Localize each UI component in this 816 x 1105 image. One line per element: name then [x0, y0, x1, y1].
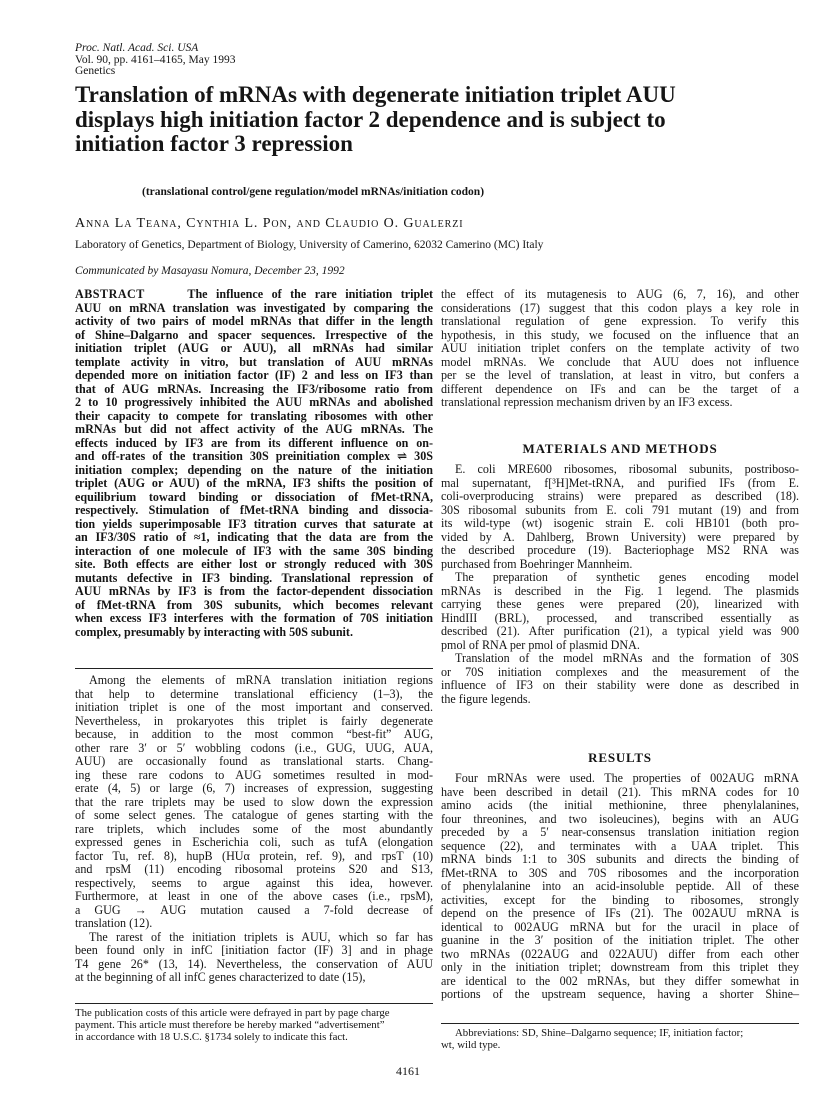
- abbreviations-divider: [441, 1023, 799, 1024]
- text-line: in accordance with 18 U.S.C. §1734 solely to indicate this fact.: [75, 1031, 348, 1043]
- text-line: portions of the upstream sequence, having a shorter Shine–: [441, 987, 799, 1001]
- text-line: Translation of the model mRNAs and the formation of 30S: [455, 651, 799, 665]
- text-line: 30S ribosomal subunits from E. coli 791 mutant (19) and from: [441, 502, 799, 517]
- text-line: initiation triplet (AUG or AUU), all mRNAs had similar: [75, 341, 433, 355]
- text-line: the effect of its mutagenesis to AUG (6, 7, 16), and other: [441, 287, 799, 301]
- title-line: initiation factor 3 repression: [75, 131, 353, 156]
- text-line: or 70S initiation complexes and the measurement of the: [441, 664, 799, 679]
- text-line: respectively, seems to argue against this idea, however.: [75, 875, 433, 890]
- text-line: its wild-type (wt) isogenic strain E. coli HB101 (both pro-: [441, 516, 799, 530]
- abstract: [75, 288, 433, 639]
- text-line: an IF3/30S ratio of ≈1, indicating that the data are from the: [75, 530, 433, 544]
- text-line: mutants defective in IF3 binding. Translational repression of: [75, 570, 433, 585]
- text-line: AUU mRNAs by IF3 is from the factor-dependent dissociation: [75, 584, 433, 598]
- text-line: amino acids (the initial methionine, three phenylalanines,: [441, 798, 799, 812]
- journal-name: Proc. Natl. Acad. Sci. USA: [75, 42, 199, 54]
- text-line: activities, except for the binding to ribosomes, strongly: [441, 892, 799, 907]
- text-line: coli-overproducing strains) were prepared as described (18).: [441, 489, 799, 503]
- text-line: translational repression mechanism driven by an IF3 excess.: [441, 395, 733, 409]
- text-line: Four mRNAs were used. The properties of 002AUG mRNA: [455, 771, 799, 785]
- text-line: mRNAs but did not affect activity of the AUG mRNAs. The: [75, 422, 433, 436]
- materials-methods-heading: MATERIALS AND METHODS: [522, 441, 718, 456]
- footnote-divider: [75, 1003, 433, 1004]
- text-line: initiation triplet is one of the most important and conserved.: [75, 700, 433, 714]
- text-line: AUU initiation triplet confers on the template activity of two: [441, 341, 799, 355]
- text-line: identical to 002AUG mRNA but for the uracil in place of: [441, 919, 799, 934]
- journal-header: [75, 43, 235, 78]
- text-line: Abbreviations: SD, Shine–Dalgarno sequence; IF, initiation factor;: [455, 1027, 744, 1039]
- text-line: hypothesis, in this study, we focused on the influence that an: [441, 327, 799, 342]
- title-line: Translation of mRNAs with degenerate initiation triplet AUU: [75, 82, 676, 107]
- results-heading: RESULTS: [588, 750, 652, 765]
- abstract-first-line: [75, 288, 433, 302]
- text-line: Among the elements of mRNA translation initiation regions: [89, 673, 433, 687]
- text-line: template activity in vitro, but translation of AUU mRNAs: [75, 354, 433, 369]
- abstract-body: [75, 302, 433, 640]
- text-line: model mRNAs. We conclude that AUU does not influence: [441, 354, 799, 369]
- text-line: expressed genes in Escherichia coli, such as tufA (elongation: [75, 835, 433, 849]
- text-line: two mRNAs (022AUG and 022AUU) differ from each other: [441, 946, 799, 961]
- text-line: preceded by a 5′ near-consensus translation initiation region: [441, 825, 799, 839]
- text-line: a GUG → AUG mutation caused a 7-fold decrease of: [75, 902, 433, 917]
- text-line: their capacity to compete for translating ribosomes with other: [75, 408, 433, 423]
- text-line: pmol of RNA per pmol of plasmid DNA.: [441, 637, 640, 652]
- text-line: rare triplets, which includes some of the most abundantly: [75, 821, 433, 836]
- abstract-divider: [75, 668, 433, 669]
- text-line: wt, wild type.: [441, 1039, 501, 1051]
- text-line: have been described in detail (21). This mRNA codes for 10: [441, 784, 799, 799]
- text-line: Nevertheless, in prokaryotes this triplet is fairly degenerate: [75, 713, 433, 728]
- text-line: effects induced by IF3 are from its different influence on on-: [75, 435, 433, 450]
- text-line: of some select genes. The catalogue of genes starting with the: [75, 808, 433, 822]
- text-line: are identical to the 002 mRNAs, but they differ somewhat in: [441, 973, 799, 988]
- text-line: The publication costs of this article were defrayed in part by page charge: [75, 1007, 390, 1019]
- text-line: ing these rare codons to AUG sometimes resulted in mod-: [75, 767, 433, 782]
- affiliation: Laboratory of Genetics, Department of Biology, University of Camerino, 62032 Camerino (MC) Italy: [75, 239, 544, 251]
- text-line: interaction of one molecule of IF3 with the same 30S binding: [75, 543, 433, 558]
- text-line: translation (12).: [75, 916, 153, 930]
- text-line: four threonines, and two isoleucines), begins with an AUG: [441, 811, 799, 826]
- text-line: the described procedure (19). Bacteriophage MS2 RNA was: [441, 543, 799, 557]
- text-line: E. coli MRE600 ribosomes, ribosomal subunits, postriboso-: [455, 462, 799, 476]
- text-line: 2 to 10 progressively inhibited the AUU mRNAs and abolished: [75, 395, 433, 409]
- text-line: factor Tu, ref. 8), hupB (HUα protein, ref. 9), and rpsT (10): [75, 848, 433, 863]
- results: [441, 772, 799, 1002]
- text-line: because, in addition to the most common “best-fit” AUG,: [75, 727, 433, 741]
- title-line: displays high initiation factor 2 dependence and is subject to: [75, 106, 666, 132]
- text-line: and rpsM (11) encoding ribosomal proteins S20 and S13,: [75, 862, 433, 876]
- text-line: AUU on mRNA translation was investigated by comparing the: [75, 300, 433, 315]
- intro-continued: [441, 288, 799, 410]
- text-line: sequence (22), and terminates with a UAA triplet. This: [441, 838, 799, 853]
- text-line: respectively. Stimulation of fMet-tRNA binding and dissocia-: [75, 503, 433, 517]
- text-line: erate (4, 5) or large (6, 7) increases of expression, suggesting: [75, 781, 433, 795]
- keywords: (translational control/gene regulation/model mRNAs/initiation codon): [142, 186, 485, 198]
- text-line: of phenylalanine into an acid-insoluble peptide. All of these: [441, 879, 799, 893]
- text-line: considerations (17) suggest that this codon plays a key role in: [441, 300, 799, 315]
- text-line: other rare 3′ or 5′ wobbling codons (i.e., GUG, UUG, AUA,: [75, 740, 433, 755]
- text-line: the figure legends.: [441, 691, 531, 706]
- text-line: translational regulation of gene expression. To verify this: [441, 314, 799, 328]
- text-line: of fMet-tRNA from 30S subunits, which becomes relevant: [75, 597, 433, 612]
- text-line: payment. This article must therefore be hereby marked “advertisement”: [75, 1019, 385, 1031]
- text-line: only in the initiation triplet; downstream from this triplet they: [441, 960, 799, 974]
- text-line: mal supernatant, f[³H]Met-tRNA, and purified IFs (from E.: [441, 475, 799, 490]
- footnote: [75, 1007, 433, 1043]
- text-line: been found only in infC [initiation factor (IF) 3] and in phage: [75, 943, 433, 957]
- authors: [75, 214, 463, 232]
- text-line: The rarest of the initiation triplets is AUU, which so far has: [89, 929, 433, 944]
- text-line: HindIII (BRL), processed, and transcribed essentially as: [441, 610, 799, 625]
- communicated-by: Communicated by Masayasu Nomura, December 23, 1992: [75, 265, 345, 277]
- text-line: tion yields superimposable IF3 titration curves that saturate at: [75, 516, 433, 531]
- text-line: site. Both effects are either lost or strongly reduced with 30S: [75, 557, 433, 571]
- abbreviations: [441, 1027, 799, 1051]
- text-line: that help to determine translational efficiency (1–3), the: [75, 686, 433, 701]
- text-line: depended more on initiation factor (IF) 2 and less on IF3 than: [75, 368, 433, 382]
- introduction: [75, 674, 433, 985]
- article-title: [75, 83, 765, 157]
- authors-text: Anna La Teana, Cynthia L. Pon, and Claudio O. Gualerzi: [75, 216, 464, 231]
- text-line: per se the level of translation, at least in vitro, but confers a: [441, 368, 799, 382]
- text-line: equilibrium toward binding or dissociation of fMet-tRNA,: [75, 489, 433, 504]
- text-line: triplet (AUG or AUU) of the mRNA, IF3 shifts the position of: [75, 476, 433, 490]
- text-line: vided by A. Dahlberg, Brown University) were prepared by: [441, 529, 799, 544]
- text-line: carrying these genes were prepared (20), linearized with: [441, 597, 799, 611]
- text-line: influence of IF3 on their stability were done as described in: [441, 678, 799, 692]
- text-line: activity of two pairs of model mRNAs that differ in the length: [75, 314, 433, 328]
- text-line: that the rare triplets may be used to slow down the expression: [75, 794, 433, 809]
- text-line: mRNA binds 1:1 to 30S subunits and directs the binding of: [441, 852, 799, 866]
- text-line: that of AUG mRNAs. Increasing the IF3/ribosome ratio from: [75, 381, 433, 396]
- abstract-label: ABSTRACT: [75, 287, 145, 301]
- abstract-text: The influence of the rare initiation triplet: [187, 287, 433, 301]
- text-line: purchased from Boehringer Mannheim.: [441, 556, 633, 571]
- text-line: mRNAs is described in the Fig. 1 legend. The plasmids: [441, 583, 799, 598]
- text-line: different dependence on IFs and can be the target of a: [441, 381, 799, 396]
- text-line: T4 gene 26* (13, 14). Nevertheless, the conservation of AUU: [75, 956, 433, 971]
- text-line: described (21). After purification (21), a typical yield was 900: [441, 624, 799, 638]
- text-line: guanine in the 3′ position of the initiation triplet. The other: [441, 933, 799, 947]
- text-line: when excess IF3 interferes with the formation of 70S initiation: [75, 611, 433, 625]
- text-line: at the beginning of all infC genes characterized to date (15),: [75, 970, 366, 984]
- text-line: initiation complex; depending on the nature of the initiation: [75, 462, 433, 477]
- text-line: and off-rates of the transition 30S preinitiation complex ⇌ 30S: [75, 449, 433, 463]
- text-line: The preparation of synthetic genes encoding model: [455, 570, 799, 584]
- text-line: fMet-tRNA to 30S and 70S ribosomes and the incorporation: [441, 865, 799, 880]
- journal-volume: Vol. 90, pp. 4161–4165, May 1993: [75, 53, 236, 66]
- page-number: 4161: [396, 1064, 420, 1078]
- text-line: complex, presumably by interacting with 50S subunit.: [75, 624, 353, 639]
- text-line: AUU) are occasionally found as translational starts. Chang-: [75, 754, 433, 768]
- materials-methods: [441, 463, 799, 706]
- journal-section: Genetics: [75, 65, 116, 77]
- text-line: depend on the presence of IFs (21). The 002AUU mRNA is: [441, 906, 799, 920]
- text-line: of Shine–Dalgarno and spacer sequences. Irrespective of the: [75, 327, 433, 342]
- text-line: Furthermore, at least in one of the above cases (i.e., rpsM),: [75, 889, 433, 903]
